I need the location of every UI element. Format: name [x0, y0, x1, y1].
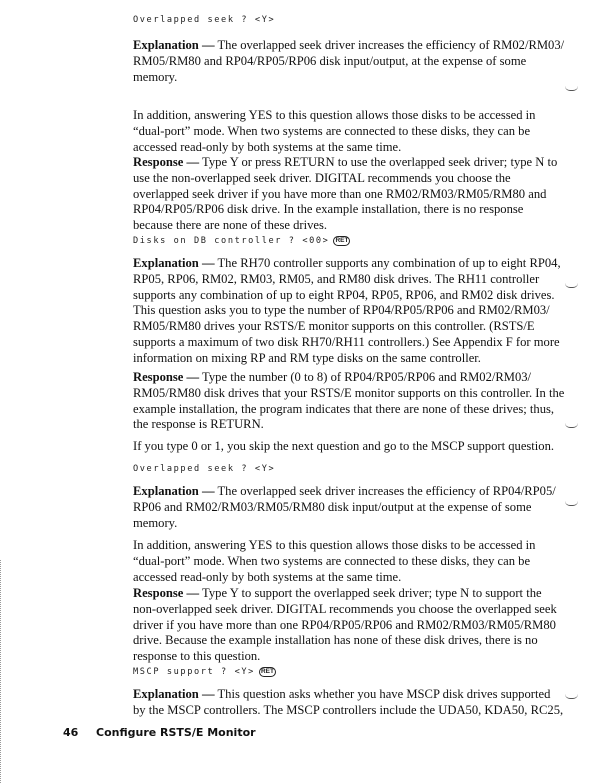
text-line: [133, 335, 563, 351]
text-line: [133, 171, 563, 187]
text-line: [133, 618, 563, 634]
line-text: by the MSCP controllers. The MSCP controllers include the UDA50, KDA50, RC25,: [133, 702, 564, 717]
prompt-text: Disks on DB controller ? <00>: [133, 236, 330, 246]
terminal-prompt: [133, 236, 350, 246]
margin-mark: [565, 86, 578, 91]
paragraph: [133, 256, 563, 367]
line-text: This question asks you to type the number of RP04/RP05/RP06 and RM02/RM03/: [133, 303, 550, 318]
paragraph: [133, 38, 563, 85]
text-line: [133, 500, 563, 516]
paragraph: [133, 484, 563, 531]
text-line: [133, 38, 563, 54]
margin-mark: [565, 501, 578, 506]
page-edge-dots: [0, 560, 1, 783]
paragraph-label: Explanation —: [133, 687, 215, 701]
line-text: use the non-overlapped seek driver. DIGITAL recommends you choose the: [133, 170, 511, 185]
paragraph: [133, 586, 563, 665]
text-line: [133, 570, 563, 586]
margin-mark: [565, 694, 578, 699]
text-line: [133, 439, 563, 455]
text-line: [133, 70, 563, 86]
paragraph-label: Response —: [133, 370, 200, 384]
paragraph: [133, 155, 563, 234]
line-text: RP04/RP05/RP06 disk drive. In the example installation, there is no response: [133, 202, 524, 217]
paragraph: [133, 108, 563, 155]
text-line: [133, 108, 563, 124]
line-text: overlapped seek driver if you have more than one RM02/RM03/RM05/RM80 and: [133, 186, 547, 201]
prompt-text: Overlapped seek ? <Y>: [133, 464, 276, 474]
paragraph-label: Explanation —: [133, 484, 215, 498]
text-line: [133, 319, 563, 335]
text-line: [133, 649, 563, 665]
line-text: The overlapped seek driver increases the efficiency of RM02/RM03/: [214, 38, 565, 52]
line-text: because there are none of these drives.: [133, 218, 328, 233]
text-line: [133, 155, 563, 171]
text-line: [133, 554, 563, 570]
line-text: RM05/RM80 and RP04/RP05/RP06 disk input/output, at the expense of some: [133, 53, 527, 68]
line-text: RP06 and RM02/RM03/RM05/RM80 disk input/output at the expense of some: [133, 499, 532, 514]
prompt-text: MSCP support ? <Y>: [133, 667, 255, 677]
page-footer: [63, 726, 256, 739]
text-line: [133, 124, 563, 140]
terminal-prompt: [133, 15, 275, 25]
text-line: [133, 187, 563, 203]
text-line: [133, 602, 563, 618]
text-line: [133, 351, 563, 367]
line-text: supports any combination of up to eight RP04, RP05, RP06, and RM02 disk drives.: [133, 287, 555, 302]
line-text: This question asks whether you have MSCP disk drives supported: [214, 687, 551, 701]
line-text: Type Y to support the overlapped seek driver; type N to support the: [199, 586, 542, 600]
line-text: In addition, answering YES to this question allows those disks to be accessed in: [133, 108, 536, 122]
footer-title: Configure RSTS/E Monitor: [96, 726, 256, 739]
paragraph-label: Response —: [133, 155, 200, 169]
line-text: response to this question.: [133, 649, 261, 664]
text-line: [133, 218, 563, 234]
paragraph: [133, 439, 563, 455]
text-line: [133, 386, 563, 402]
line-text: RM05/RM80 drives your RSTS/E monitor supports on this controller. (RSTS/E: [133, 319, 535, 334]
text-line: [133, 256, 563, 272]
line-text: In addition, answering YES to this question allows those disks to be accessed in: [133, 538, 536, 552]
line-text: information on mixing RP and RM type disks on the same controller.: [133, 350, 481, 365]
line-text: the response is RETURN.: [133, 417, 264, 432]
line-text: driver if you have more than one RP04/RP05/RP06 and RM02/RM03/RM05/RM80: [133, 617, 556, 632]
paragraph-label: Explanation —: [133, 256, 215, 270]
terminal-prompt: [133, 667, 276, 677]
line-text: Type Y or press RETURN to use the overlapped seek driver; type N to: [199, 155, 558, 169]
paragraph: [133, 370, 563, 433]
text-line: [133, 54, 563, 70]
text-line: [133, 633, 563, 649]
line-text: accessed read-only by both systems at the same time.: [133, 139, 402, 154]
line-text: example installation, the program indicates that there are none of these drives; thus,: [133, 401, 555, 416]
line-text: supports a maximum of two disk RH70/RH11 controllers.) See Appendix F for more: [133, 334, 560, 349]
line-text: memory.: [133, 69, 178, 84]
return-key-icon: RET: [260, 668, 274, 675]
line-text: The RH70 controller supports any combination of up to eight RP04,: [214, 256, 561, 270]
paragraph-label: Response —: [133, 586, 200, 600]
text-line: [133, 538, 563, 554]
text-line: [133, 703, 563, 719]
prompt-text: Overlapped seek ? <Y>: [133, 15, 276, 25]
line-text: “dual-port” mode. When two systems are connected to these disks, they can be: [133, 123, 531, 138]
text-line: [133, 687, 563, 703]
return-key-icon: RET: [335, 237, 349, 244]
text-line: [133, 202, 563, 218]
line-text: If you type 0 or 1, you skip the next question and go to the MSCP support question.: [133, 439, 555, 453]
margin-mark: [565, 283, 578, 288]
paragraph: [133, 687, 563, 719]
text-line: [133, 272, 563, 288]
text-line: [133, 484, 563, 500]
line-text: RM05/RM80 disk drives that your RSTS/E monitor supports on this controller. In the: [133, 385, 565, 400]
line-text: drive. Because the example installation has none of these disk drives, there is no: [133, 633, 538, 648]
line-text: Type the number (0 to 8) of RP04/RP05/RP06 and RM02/RM03/: [199, 370, 532, 384]
text-line: [133, 370, 563, 386]
margin-mark: [565, 423, 578, 428]
line-text: “dual-port” mode. When two systems are connected to these disks, they can be: [133, 553, 531, 568]
paragraph: [133, 538, 563, 585]
text-line: [133, 586, 563, 602]
terminal-prompt: [133, 464, 275, 474]
paragraph-label: Explanation —: [133, 38, 215, 52]
text-line: [133, 140, 563, 156]
text-line: [133, 288, 563, 304]
line-text: The overlapped seek driver increases the efficiency of RP04/RP05/: [214, 484, 556, 498]
text-line: [133, 303, 563, 319]
line-text: RP05, RP06, RM02, RM03, RM05, and RM80 disk drives. The RH11 controller: [133, 271, 540, 286]
text-line: [133, 402, 563, 418]
line-text: non-overlapped seek driver. DIGITAL recommends you choose the overlapped seek: [133, 601, 557, 616]
text-line: [133, 516, 563, 532]
line-text: accessed read-only by both systems at the same time.: [133, 569, 402, 584]
line-text: memory.: [133, 515, 178, 530]
page-number: 46: [63, 726, 79, 739]
text-line: [133, 417, 563, 433]
